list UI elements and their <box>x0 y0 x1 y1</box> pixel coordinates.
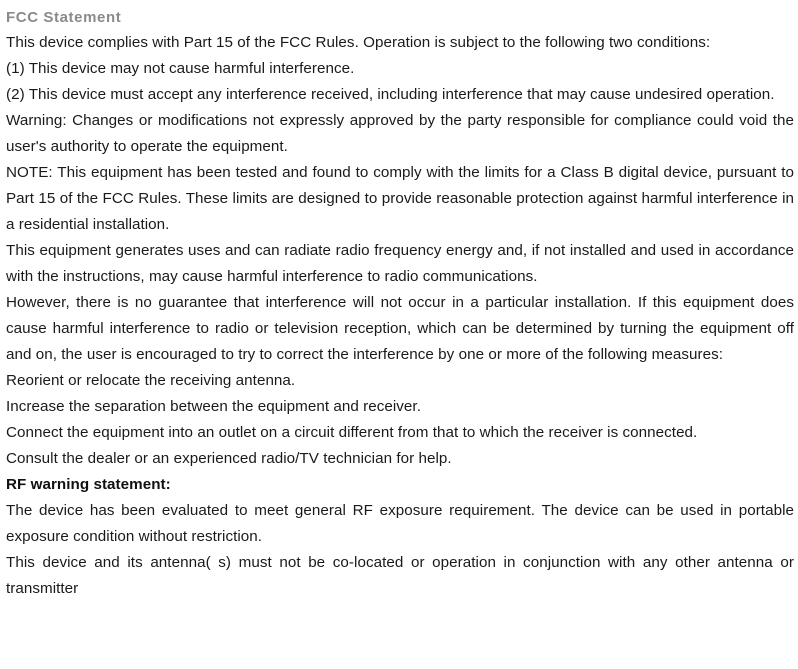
rf-colocated-paragraph: This device and its antenna( s) must not be co-located or operation in conjunction with any other antenna or transmitter <box>6 554 794 597</box>
fcc-measure-1: Reorient or relocate the receiving antenna. <box>6 372 296 389</box>
fcc-condition-1: (1) This device may not cause harmful interference. <box>6 60 355 77</box>
fcc-measure-4: Consult the dealer or an experienced radio/TV technician for help. <box>6 450 452 467</box>
document-body <box>6 8 794 602</box>
fcc-warning-paragraph: Warning: Changes or modifications not expressly approved by the party responsible for compliance could void the user's authority to operate the equipment. <box>6 112 794 155</box>
fcc-statement-heading: FCC Statement <box>6 9 122 26</box>
fcc-measure-3: Connect the equipment into an outlet on a circuit different from that to which the receiver is connected. <box>6 424 698 441</box>
rf-warning-heading: RF warning statement: <box>6 476 171 493</box>
fcc-condition-2: (2) This device must accept any interference received, including interference that may cause undesired operation. <box>6 86 775 103</box>
fcc-however-paragraph: However, there is no guarantee that interference will not occur in a particular installation. If this equipment does cause harmful interference to radio or television reception, which can be determined by turning the equipment off and on, the user is encouraged to try to correct the interference by one or more of the following measures: <box>6 294 794 363</box>
fcc-measure-2: Increase the separation between the equipment and receiver. <box>6 398 421 415</box>
fcc-generates-paragraph: This equipment generates uses and can radiate radio frequency energy and, if not installed and used in accordance with the instructions, may cause harmful interference to radio communications. <box>6 242 794 285</box>
fcc-intro-paragraph: This device complies with Part 15 of the FCC Rules. Operation is subject to the following two conditions: <box>6 34 711 51</box>
fcc-note-paragraph: NOTE: This equipment has been tested and found to comply with the limits for a Class B digital device, pursuant to Part 15 of the FCC Rules. These limits are designed to provide reasonable protection against harmful interference in a residential installation. <box>6 164 794 233</box>
rf-evaluated-paragraph: The device has been evaluated to meet general RF exposure requirement. The device can be used in portable exposure condition without restriction. <box>6 502 794 545</box>
